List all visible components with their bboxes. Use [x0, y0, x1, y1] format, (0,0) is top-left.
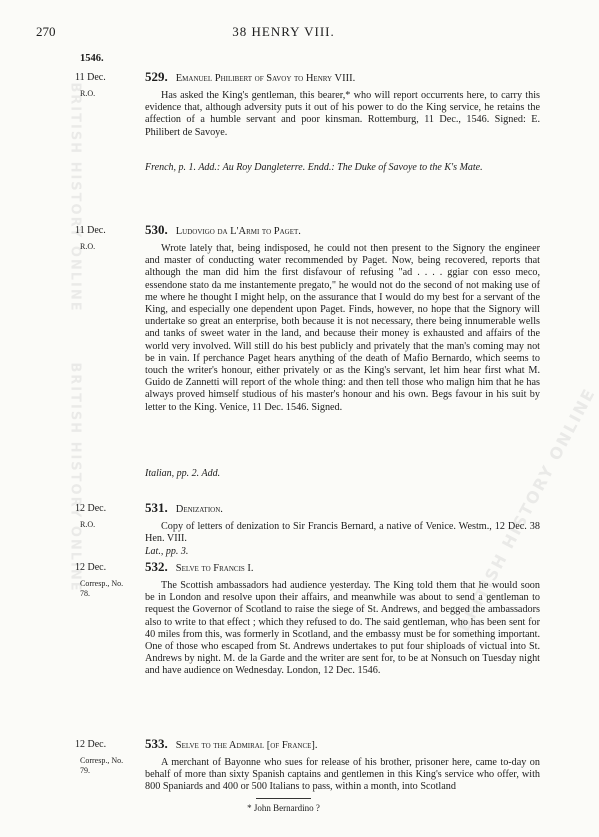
- margin-year: 1546.: [80, 53, 104, 64]
- entry-heading: Ludovigo da L'Armi to Paget.: [175, 226, 301, 237]
- entry-source: Corresp., No. 78.: [80, 579, 124, 598]
- entry-title: [145, 736, 318, 752]
- page-number: 270: [36, 24, 56, 39]
- entry-body: Has asked the King's gentleman, this bearer,* who will report occurrents here, to carry this evidence that, although adversity puts it out of his power to do the King service, he retains the affection of a humble servant and poor kinsman. Rottemburg, 11 Dec., 1546. Signed: E. Philibert de Savoye.: [145, 90, 540, 138]
- running-head: 38 HENRY VIII.: [232, 24, 335, 39]
- entry-body: Copy of letters of denization to Sir Francis Bernard, a native of Venice. Westm., 12 Dec. 38 Hen. VIII.: [145, 521, 540, 545]
- watermark: BRITISH HISTORY ONLINE: [67, 82, 83, 313]
- entry-title: [145, 69, 355, 85]
- entry-body: The Scottish ambassadors had audience yesterday. The King told them that he would soon be in London and resolve upon their affairs, and meanwhile was about to send a gentleman to request the Governor of Scotland to raise the siege of St. Andrews, and begged the ambassadors also to write to that effect ; which they refused to do. The said gentleman, who has been sent for 40 miles from this, was formerly in Scotland, and the embassy must be for something important. One of those who escaped from St. Andrews undertakes to put four shiploads of victual into St. Andrews by night. M. de la Garde and the writer are sent for, to be at Nonsuch on Tuesday night and have audience on Wednesday. London, 12 Dec. 1546.: [145, 580, 540, 677]
- entry-heading: Selve to Francis I.: [175, 563, 254, 574]
- entry-number: 532.: [145, 559, 168, 574]
- entry-date: 12 Dec.: [75, 562, 107, 573]
- entry-body: Wrote lately that, being indisposed, he could not then present to the Signory the engineer and master of conducting water recommended by Paget. Now, being recovered, reports that although the man did him the first disfavour of refusing "ad . . . . ggiar con esso meco, essendone stato da me instantemente pregato," he would not do the second of not making use of me where he thought I might help, on the assurance that I would do my best for a servant of the King, and especially one dependent upon Paget. Finds, however, no hope that the Signory will undertake so great an enterprise, both because it is not necessary, there being innumerable wells and tanks of sweet water in the land, and because their money is exhausted and affairs of the world very involved. Will still do his best publicly and privately that the man's coming may not be in vain. If perchance Paget hears anything of the death of Mafio Bernardo, which seems to touch the writer's honour, either privately or as the King's servant, let him hear first what M. Guido de Zannetti will report of the whole thing: and then tell those who malign him that he has always proved himself studious of his master's honour and his own. Begs favour in his suit by letter to the King. Venice, 11 Dec. 1546. Signed.: [145, 243, 540, 413]
- entry-date: 12 Dec.: [75, 739, 107, 750]
- entry-date: 12 Dec.: [75, 503, 107, 514]
- entry-number: 529.: [145, 69, 168, 84]
- entry-title: [145, 559, 254, 575]
- entry-source: R.O.: [80, 520, 96, 529]
- running-header: [0, 24, 567, 40]
- watermark: BRITISH HISTORY ONLINE: [454, 384, 599, 635]
- entry-meta: Lat., pp. 3.: [145, 546, 189, 557]
- entry-meta: French, p. 1. Add.: Au Roy Dangleterre. Endd.: The Duke of Savoye to the K's Mate.: [145, 162, 483, 173]
- entry-title: [145, 500, 223, 516]
- entry-heading: Emanuel Philibert of Savoy to Henry VIII.: [175, 73, 356, 84]
- watermark: BRITISH HISTORY ONLINE: [67, 362, 83, 593]
- entry-meta: Italian, pp. 2. Add.: [145, 468, 221, 479]
- entry-date: 11 Dec.: [75, 225, 106, 236]
- entry-body: A merchant of Bayonne who sues for release of his brother, prisoner here, came to-day on behalf of more than sixty Spanish captains and gentlemen in this King's service who offer, with 800 Spaniards and 400 or 500 Italians to pass, within a month, into Scotland: [145, 757, 540, 793]
- entry-source: R.O.: [80, 89, 96, 98]
- entry-number: 530.: [145, 222, 168, 237]
- footnote: * John Bernardino ?: [247, 803, 320, 813]
- entry-title: [145, 222, 301, 238]
- entry-number: 531.: [145, 500, 168, 515]
- entry-heading: Selve to the Admiral [of France].: [175, 740, 318, 751]
- footnote-rule: [256, 798, 311, 799]
- entry-number: 533.: [145, 736, 168, 751]
- entry-date: 11 Dec.: [75, 72, 106, 83]
- entry-source: R.O.: [80, 242, 96, 251]
- entry-source: Corresp., No. 79.: [80, 756, 124, 775]
- entry-heading: Denization.: [175, 504, 223, 515]
